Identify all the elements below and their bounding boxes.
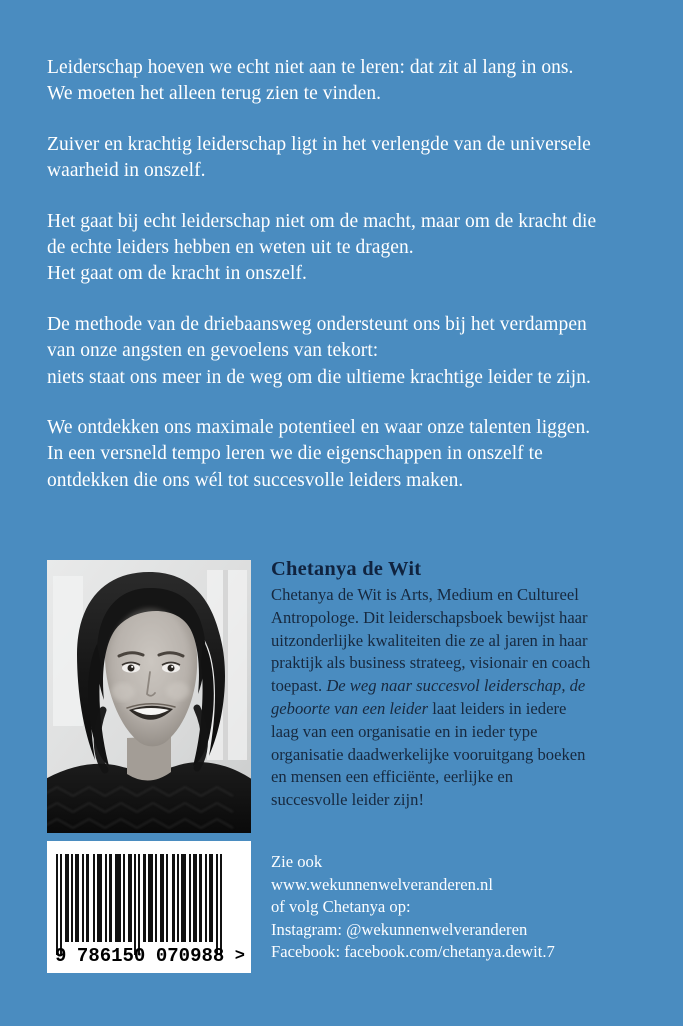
- blurb-paragraph: Zuiver en krachtig leiderschap ligt in het verlengde van de universele waarheid in onszelf.: [47, 133, 591, 182]
- author-bio-part1: Chetanya de Wit is Arts, Medium en Cultureel Antropologe. Dit leiderschapsboek bewijst haar uitzonderlijke kwaliteiten die ze al jaren in haar praktijk als business strateeg, visionair en coach toepast.: [271, 585, 591, 696]
- blurb-text-block: [47, 55, 599, 494]
- barcode-guard-mark: >: [234, 946, 245, 966]
- blurb-paragraph: Het gaat bij echt leiderschap niet om de macht, maar om de kracht die de echte leiders hebben en weten uit te dragen. Het gaat om de kracht in onszelf.: [47, 210, 597, 285]
- isbn-group-left: 786150: [76, 945, 146, 967]
- contact-block: [271, 851, 593, 964]
- follow-label: of volg Chetanya op:: [271, 897, 411, 917]
- isbn-group-right: 070988: [155, 945, 225, 967]
- author-name: Chetanya de Wit: [271, 558, 422, 580]
- contact-see-also-label: Zie ook: [271, 852, 323, 871]
- isbn-lead-digit: 9: [55, 945, 67, 967]
- isbn-barcode: [47, 841, 251, 973]
- blurb-paragraph: We ontdekken ons maximale potentieel en waar onze talenten liggen. In een versneld tempo leren we die eigenschappen in onszelf te ontdekken die ons wél tot succesvolle leiders maken.: [47, 417, 591, 491]
- blurb-paragraph: De methode van de driebaansweg ondersteunt ons bij het verdampen van onze angsten en gevoelens van tekort: niets staat ons meer in de weg om die ultieme krachtige leider te zijn.: [47, 313, 591, 388]
- author-bio-text: [271, 584, 593, 812]
- author-photo: [47, 560, 251, 833]
- instagram-link[interactable]: Instagram: @wekunnenwelveranderen: [271, 919, 528, 939]
- isbn-number: [55, 944, 245, 968]
- facebook-link[interactable]: Facebook: facebook.com/chetanya.dewit.7: [271, 942, 555, 962]
- author-bio-part2: laat leiders in iedere laag van een organisatie en in ieder type organisatie daadwerkelijke vooruitgang boeken en mensen een efficiënte, eerlijke en succesvolle leider zijn!: [271, 698, 586, 810]
- website-link[interactable]: www.wekunnenwelveranderen.nl: [271, 874, 493, 894]
- author-bio-block: [271, 556, 593, 812]
- blurb-paragraph: Leiderschap hoeven we echt niet aan te leren: dat zit al lang in ons. We moeten het alleen terug zien te vinden.: [47, 57, 574, 105]
- book-title-italic: De weg naar succesvol leiderschap, de geboorte van een leider: [271, 676, 586, 718]
- barcode-bars: [56, 854, 242, 942]
